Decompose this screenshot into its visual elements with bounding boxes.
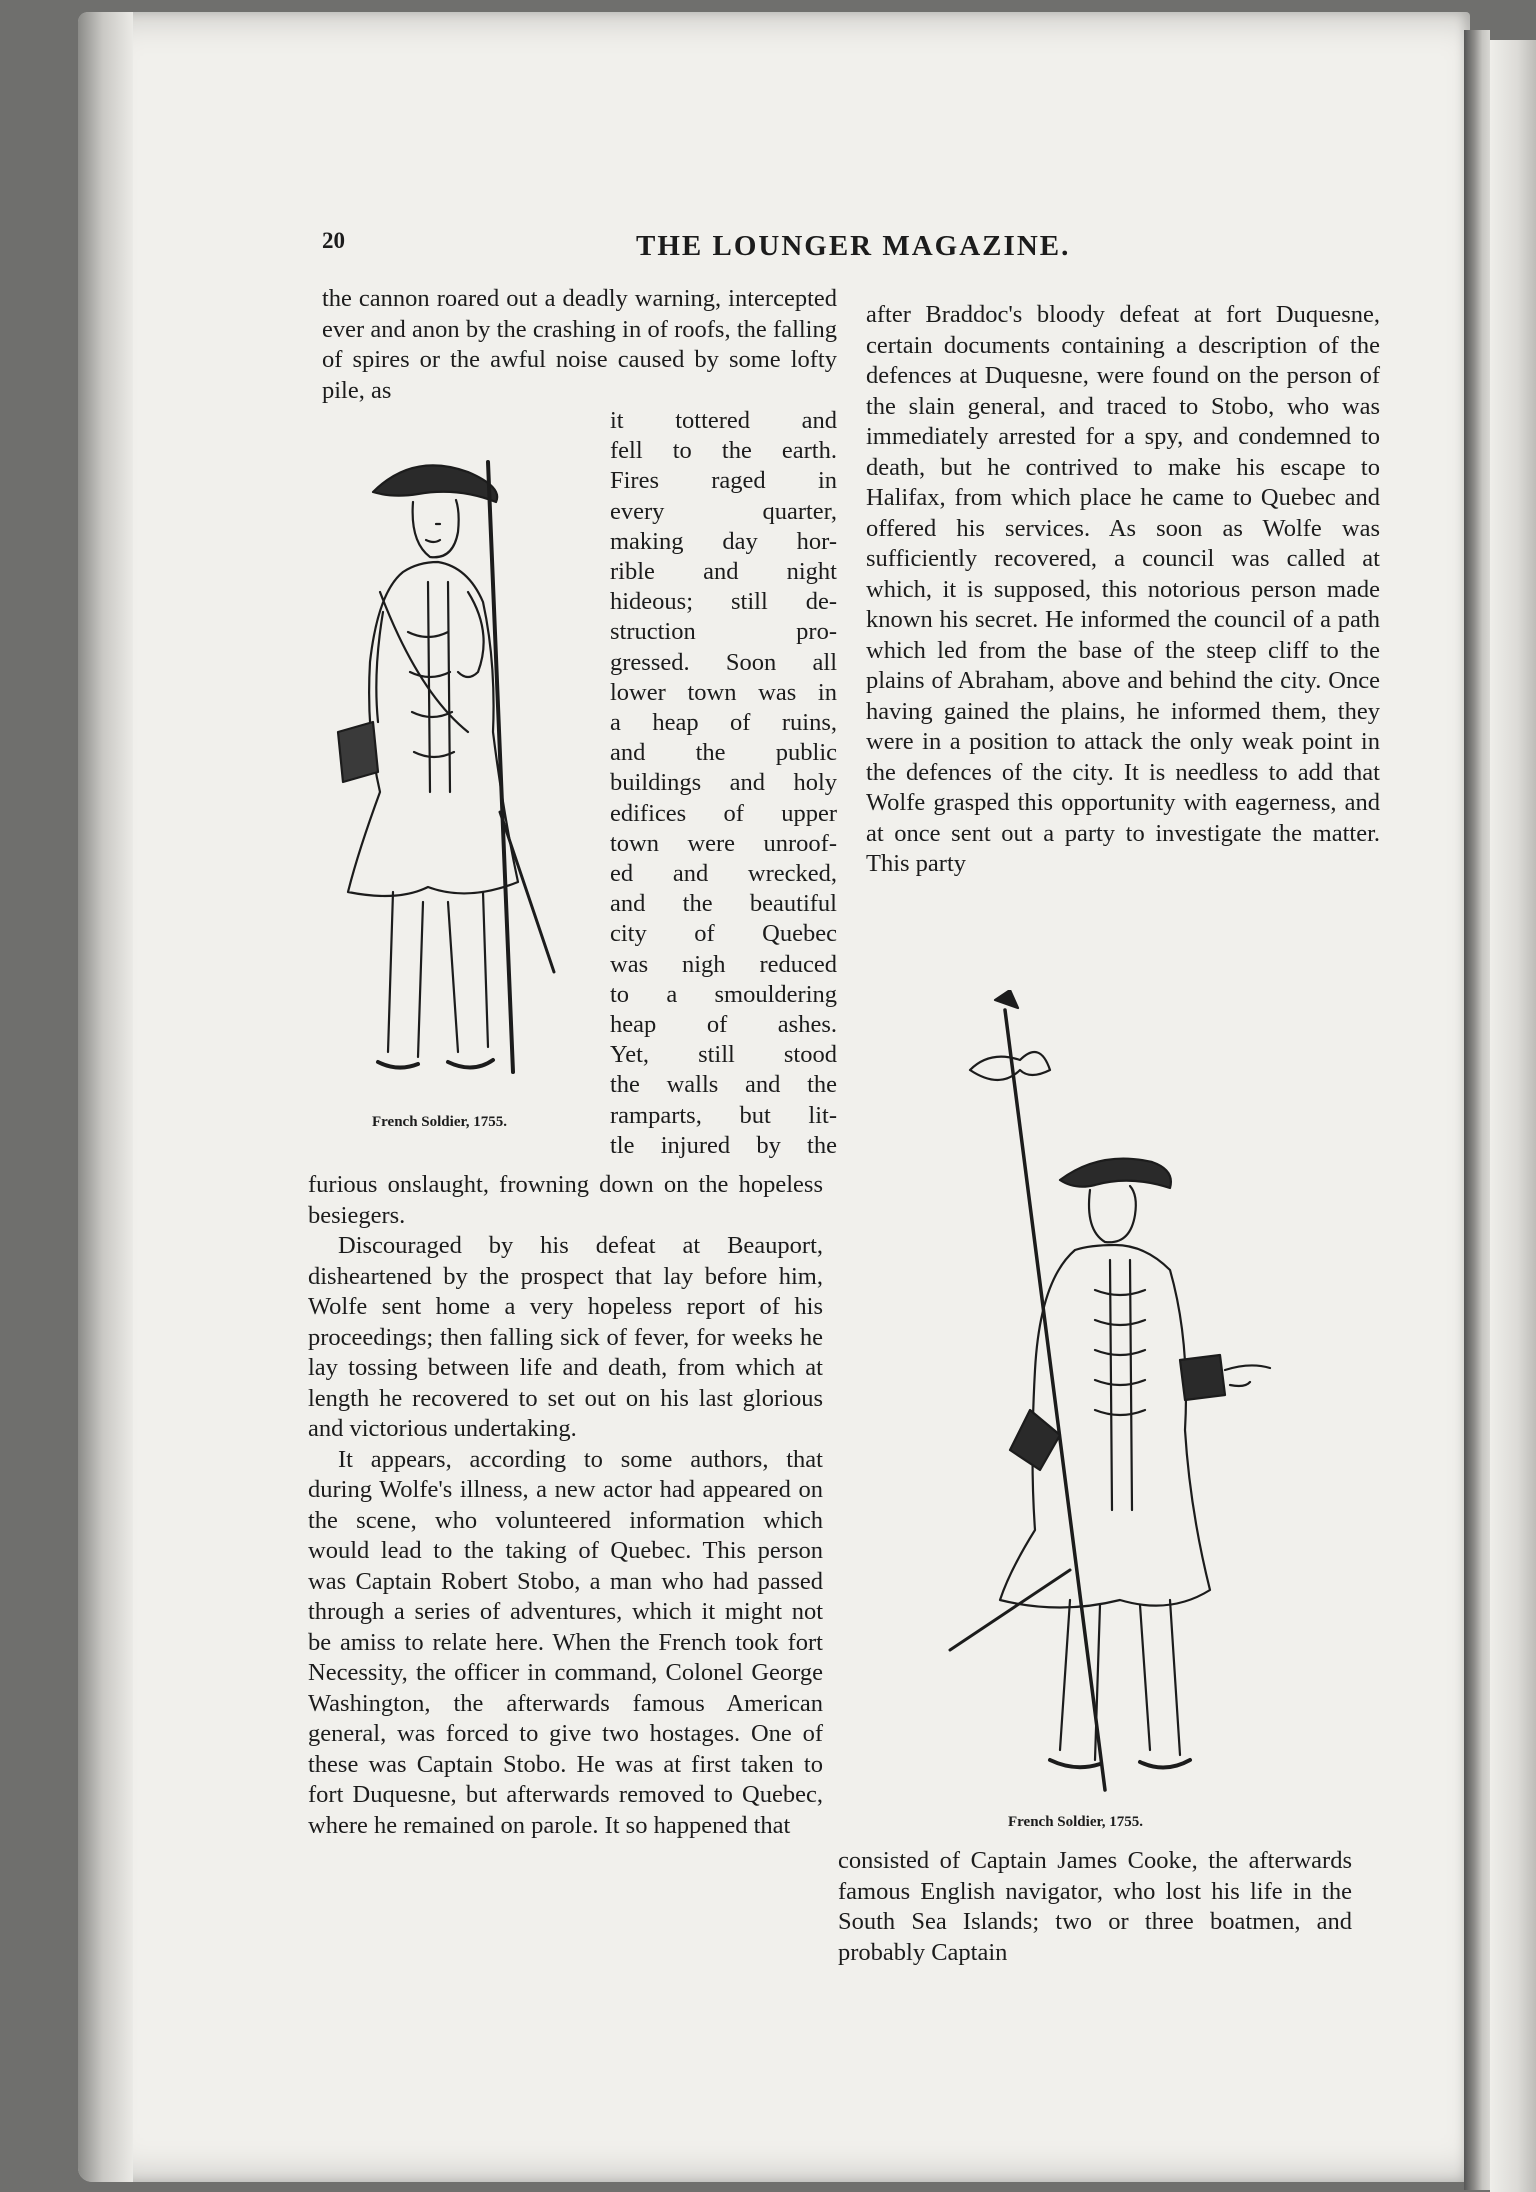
wrapped-text-line: to a smouldering	[610, 980, 837, 1008]
wrapped-text-line: making day hor-	[610, 527, 837, 555]
page-edge-shadow	[1464, 30, 1490, 2190]
wrapped-text-line: fell to the earth.	[610, 437, 837, 465]
french-soldier-musket-illustration	[318, 432, 568, 1092]
left-column-bottom-text	[308, 1170, 823, 1841]
wrapped-text-line: city of Quebec	[610, 920, 837, 948]
wrapped-text-line: edifices of upper	[610, 799, 837, 827]
wrapped-text-line: struction pro-	[610, 618, 837, 646]
wrapped-text-line: ramparts, but lit-	[610, 1101, 837, 1129]
paragraph-text: consisted of Captain James Cooke, the afterwards famous English navigator, who lost his life in the South Sea Islands; two or three boatmen, and probably Captain	[838, 1847, 1352, 1966]
right-column-bottom-text	[838, 1846, 1352, 1968]
illustration-caption: French Soldier, 1755.	[372, 1114, 508, 1130]
left-column-wrap-text	[610, 406, 837, 1161]
wrapped-text-line: hideous; still de-	[610, 588, 837, 616]
next-page-edge	[1490, 40, 1536, 2192]
paragraph-text: Discouraged by his defeat at Beauport, disheartened by the prospect that lay before him, Wolfe sent home a very hopeless report of his proceedings; then falling sick of fever, for weeks he lay tossing between life and death, from which at length he recovered to set out on his last glorious and victorious undertaking.	[308, 1232, 823, 1442]
running-head-title: THE LOUNGER MAGAZINE.	[636, 230, 1071, 262]
illustration-caption: French Soldier, 1755.	[1008, 1814, 1144, 1830]
wrapped-text-line: every quarter,	[610, 497, 837, 525]
wrapped-text-line: Yet, still stood	[610, 1041, 837, 1069]
french-soldier-halberd-illustration	[890, 990, 1280, 1800]
paragraph-text: It appears, according to some authors, that during Wolfe's illness, a new actor had appeared on the scene, who volunteered information which would lead to the taking of Quebec. This person was Captain Robert Stobo, a man who had passed through a series of adventures, which it might not be amiss to relate here. When the French took fort Necessity, the officer in command, Colonel George Washington, the afterwards famous American general, was forced to give two hostages. One of these was Captain Stobo. He was at first taken to fort Duquesne, but afterwards removed to Quebec, where he remained on parole. It so happened that	[308, 1445, 823, 1839]
paragraph-text: furious onslaught, frowning down on the hopeless besiegers.	[308, 1171, 823, 1229]
wrapped-text-line: and the public	[610, 739, 837, 767]
wrapped-text-line: it tottered and	[610, 407, 837, 434]
wrapped-text-line: buildings and holy	[610, 769, 837, 797]
page-gutter-shadow	[78, 12, 133, 2182]
right-column-top-text	[866, 300, 1380, 880]
paragraph-text: the cannon roared out a deadly warning, intercepted ever and anon by the crashing in of roofs, the falling of spires or the awful noise caused by some lofty pile, as	[322, 285, 837, 404]
wrapped-text-line: lower town was in	[610, 678, 837, 706]
wrapped-text-line: Fires raged in	[610, 467, 837, 495]
wrapped-text-line: the walls and the	[610, 1071, 837, 1099]
wrapped-text-line: tle injured by the	[610, 1131, 837, 1159]
wrapped-text-line: a heap of ruins,	[610, 709, 837, 737]
wrapped-text-line: ed and wrecked,	[610, 860, 837, 888]
wrapped-text-line: gressed. Soon all	[610, 648, 837, 676]
page-number: 20	[322, 228, 345, 253]
left-column-top-text	[322, 284, 837, 406]
wrapped-text-line: was nigh reduced	[610, 950, 837, 978]
paragraph-text: after Braddoc's bloody defeat at fort Duquesne, certain documents containing a description of the defences at Duquesne, were found on the person of the slain general, and traced to Stobo, who was immediately arrested for a spy, and condemned to death, but he contrived to make his escape to Halifax, from which place he came to Quebec and offered his services. As soon as Wolfe was sufficiently recovered, a council was called at which, it is supposed, this notorious person made known his secret. He informed the council of a path which led from the base of the steep cliff to the plains of Abraham, above and behind the city. Once having gained the plains, he informed them, they were in a position to attack the only weak point in the defences of the city. It is needless to add that Wolfe grasped this opportunity with eagerness, and at once sent out a party to investigate the matter. This party	[866, 301, 1380, 877]
wrapped-text-line: rible and night	[610, 558, 837, 586]
wrapped-text-line: town were unroof-	[610, 829, 837, 857]
wrapped-text-line: and the beautiful	[610, 890, 837, 918]
wrapped-text-line: heap of ashes.	[610, 1011, 837, 1039]
